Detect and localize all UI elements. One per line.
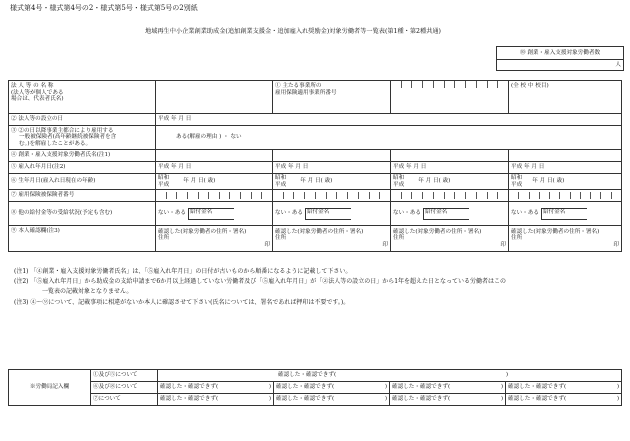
birthdate-1[interactable]: 昭和 平成 年 月 日( 歳) bbox=[156, 174, 273, 190]
note-2-cont: 一覧表の記載対象となりません。 bbox=[42, 288, 133, 295]
branch-count: (全 校 中 校目) bbox=[509, 81, 622, 114]
lo-row2-cell-4[interactable]: 確認した・確認できず( ) bbox=[506, 382, 622, 394]
worker-name-label: ④ 創業・雇入支援対象労働者氏名(注1) bbox=[9, 150, 156, 162]
worker-name-3[interactable] bbox=[391, 150, 509, 162]
dismissal-label: ③ ②の日以降事業主都合により雇用する 一般被保険者(高年齢継続被保険者を含 む。)を解雇したことがある。 bbox=[9, 126, 156, 150]
lo-row2-label: ⑥及び⑧について bbox=[91, 382, 158, 394]
insurance-number-label: ⑦ 雇用保険被保険者番号 bbox=[9, 190, 156, 202]
establish-date-field[interactable]: 平成 年 月 日 bbox=[156, 114, 622, 126]
other-benefits-label: ⑧ 他の給付金等の受給状況(予定も含む) bbox=[9, 202, 156, 226]
worker-name-4[interactable] bbox=[509, 150, 622, 162]
worker-name-1[interactable] bbox=[156, 150, 273, 162]
lo-row1-label: ①及び⑤について bbox=[91, 370, 158, 382]
note-2: (注2) 「⑤雇入れ年月日」から助成金の支給申請まで6か月以上経過していない労働者及び「⑤雇入れ年月日」が「②法人等の設立の日」から1年を超えた日となっている労働者はこの bbox=[14, 278, 507, 285]
birthdate-3[interactable]: 昭和 平成 年 月 日( 歳) bbox=[391, 174, 509, 190]
birthdate-2[interactable]: 昭和 平成 年 月 日( 歳) bbox=[273, 174, 391, 190]
notes bbox=[14, 268, 506, 306]
labor-office-table bbox=[8, 369, 622, 406]
lo-row2-cell-1[interactable]: 確認した・確認できず( ) bbox=[158, 382, 274, 394]
target-count-unit: 人 bbox=[615, 61, 621, 68]
establish-date-label: ② 法人等の設立の日 bbox=[9, 114, 156, 126]
insurance-number-1[interactable] bbox=[156, 190, 273, 202]
other-benefits-1[interactable]: ない・ある 給付金名 bbox=[156, 202, 273, 226]
lo-row3-cell-2[interactable]: 確認した・確認できず( ) bbox=[274, 394, 390, 406]
other-benefits-3[interactable]: ない・ある 給付金名 bbox=[391, 202, 509, 226]
hire-date-4[interactable]: 平成 年 月 日 bbox=[509, 162, 622, 174]
target-count-label: ⑩ 創業・雇入支援対象労働者数 bbox=[497, 47, 624, 60]
form-title: 地域再生中小企業創業助成金(追加創業支援金・追加雇入れ奨励金)対象労働者等一覧表(第1種・第2種共通) bbox=[145, 28, 441, 35]
birthdate-label: ⑥ 生年月日(雇入れ日現在の年齢) bbox=[9, 174, 156, 190]
name-label: 法 人 等 の 名 称 (法人等が個人である 場合は、代表者氏名) bbox=[9, 81, 156, 114]
note-3: (注3) ④～⑨について、記載事項に相違がないか本人に確認させて下さい(氏名については、署名であれば押印は不要です。)。 bbox=[14, 299, 350, 306]
lo-row3-cell-1[interactable]: 確認した・確認できず( ) bbox=[158, 394, 274, 406]
office-number-field[interactable] bbox=[391, 81, 509, 114]
labor-office-label: ※労働局記入欄 bbox=[9, 370, 91, 406]
lo-row3-label: ⑦について bbox=[91, 394, 158, 406]
lo-row3-cell-3[interactable]: 確認した・確認できず( ) bbox=[390, 394, 506, 406]
insurance-number-3[interactable] bbox=[391, 190, 509, 202]
name-field[interactable] bbox=[156, 81, 273, 114]
main-table bbox=[8, 80, 622, 252]
other-benefits-4[interactable]: ない・ある 給付金名 bbox=[509, 202, 622, 226]
lo-row3-cell-4[interactable]: 確認した・確認できず( ) bbox=[506, 394, 622, 406]
lo-row1-field[interactable]: 確認した・確認できず( ) bbox=[158, 370, 622, 382]
dismissal-field[interactable]: ある(解雇の理由 ) ・ ない bbox=[156, 126, 622, 150]
hire-date-3[interactable]: 平成 年 月 日 bbox=[391, 162, 509, 174]
office-number-label: ① 主たる事業所の 雇用保険適用事業所番号 bbox=[273, 81, 391, 114]
form-number: 様式第4号・様式第4号の2・様式第5号・様式第5号の2別紙 bbox=[10, 4, 198, 12]
lo-row2-cell-3[interactable]: 確認した・確認できず( ) bbox=[390, 382, 506, 394]
identity-check-label: ⑨ 本人確認欄(注3) bbox=[9, 226, 156, 252]
target-count-box bbox=[496, 46, 624, 71]
insurance-number-2[interactable] bbox=[273, 190, 391, 202]
name-row bbox=[9, 81, 622, 114]
birthdate-4[interactable]: 昭和 平成 年 月 日( 歳) bbox=[509, 174, 622, 190]
note-1: (注1) 「④創業・雇入支援対象労働者氏名」は、「⑤雇入れ年月日」の日付が古いものから順番になるように記載して下さい。 bbox=[14, 268, 352, 275]
identity-check-1[interactable]: 確認した(対象労働者の住所・署名) 住所 印 bbox=[156, 226, 273, 252]
other-benefits-2[interactable]: ない・ある 給付金名 bbox=[273, 202, 391, 226]
hire-date-label: ⑤ 雇入れ年月日(注2) bbox=[9, 162, 156, 174]
target-count-field[interactable] bbox=[497, 60, 624, 71]
insurance-number-4[interactable] bbox=[509, 190, 622, 202]
hire-date-1[interactable]: 平成 年 月 日 bbox=[156, 162, 273, 174]
hire-date-2[interactable]: 平成 年 月 日 bbox=[273, 162, 391, 174]
identity-check-2[interactable]: 確認した(対象労働者の住所・署名) 住所 印 bbox=[273, 226, 391, 252]
worker-name-2[interactable] bbox=[273, 150, 391, 162]
lo-row2-cell-2[interactable]: 確認した・確認できず( ) bbox=[274, 382, 390, 394]
identity-check-4[interactable]: 確認した(対象労働者の住所・署名) 住所 印 bbox=[509, 226, 622, 252]
identity-check-3[interactable]: 確認した(対象労働者の住所・署名) 住所 印 bbox=[391, 226, 509, 252]
